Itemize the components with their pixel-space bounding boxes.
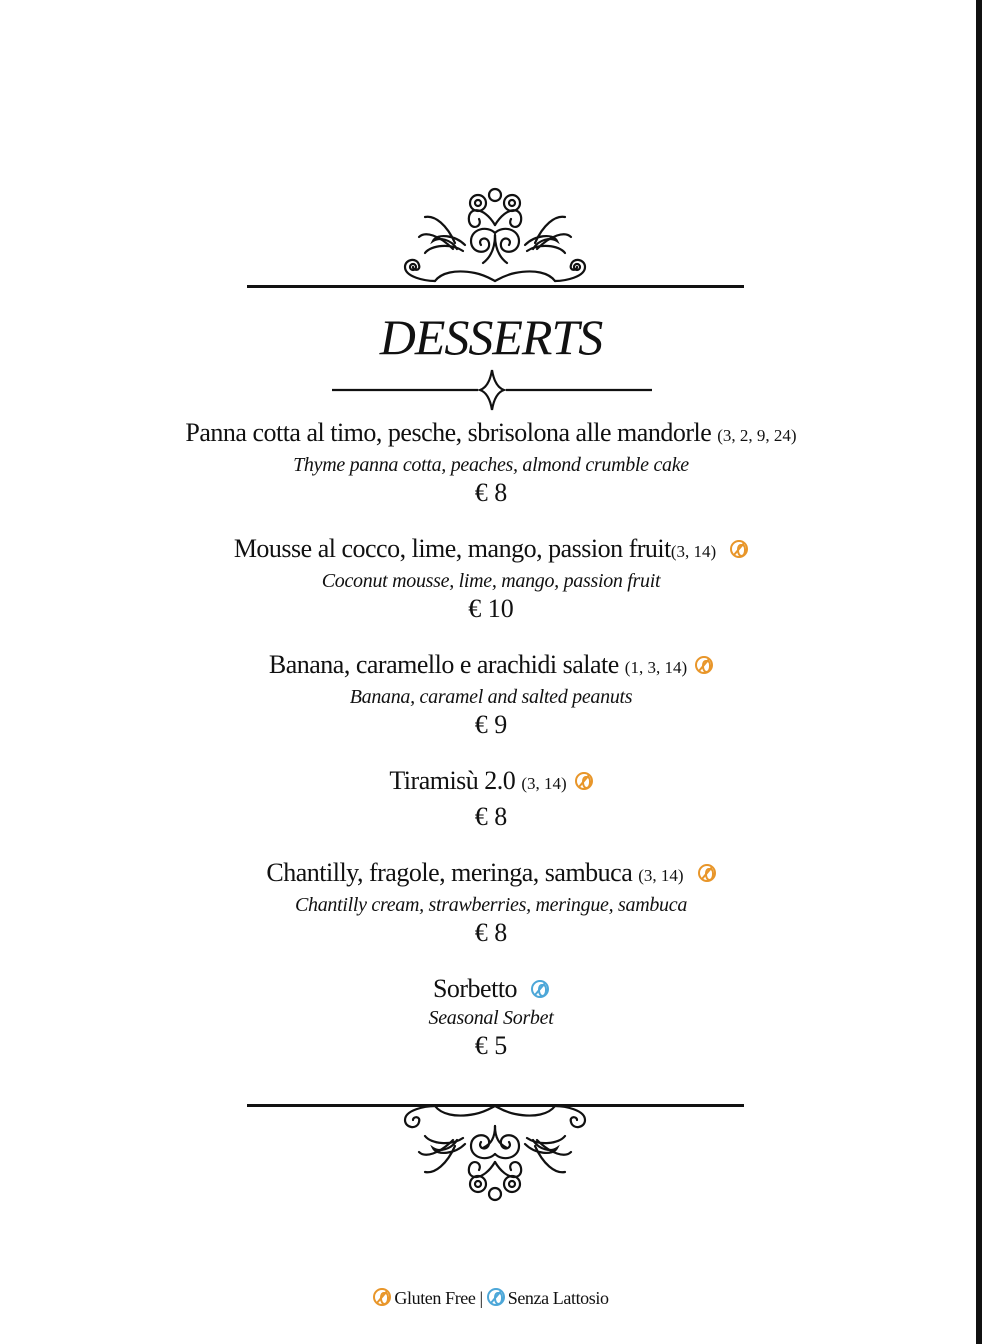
top-divider-rule <box>247 285 744 288</box>
item-name-line <box>0 972 982 1006</box>
item-name-line <box>0 648 982 685</box>
menu-item <box>0 648 982 741</box>
item-name: Banana, caramello e arachidi salate <box>268 650 619 679</box>
gluten-free-label: Gluten Free <box>394 1288 476 1308</box>
lactose-free-icon <box>487 1288 505 1306</box>
menu-item <box>0 416 982 509</box>
item-price: € 5 <box>474 1031 508 1060</box>
gluten-free-icon <box>730 540 748 558</box>
item-name: Chantilly, fragole, meringa, sambuca <box>266 858 633 887</box>
item-name: Mousse al cocco, lime, mango, passion fruit <box>233 534 671 563</box>
item-name-line <box>0 764 982 801</box>
item-name: Panna cotta al timo, pesche, sbrisolona alle mandorle <box>185 418 712 447</box>
item-allergens: (3, 14) <box>638 866 684 885</box>
lactose-free-label: Senza Lattosio <box>507 1288 609 1308</box>
top-scroll-ornament <box>395 185 595 285</box>
item-price: € 8 <box>474 478 508 507</box>
diamond-divider <box>330 368 654 412</box>
menu-item <box>0 972 982 1062</box>
lactose-free-icon <box>531 980 549 998</box>
item-price: € 9 <box>474 710 508 739</box>
legend-separator: | <box>479 1288 483 1308</box>
menu-item <box>0 532 982 625</box>
item-description: Banana, caramel and salted peanuts <box>349 686 633 708</box>
item-price: € 10 <box>468 594 514 623</box>
gluten-free-icon <box>575 772 593 790</box>
menu-title: DESSERTS <box>379 309 603 365</box>
item-description: Coconut mousse, lime, mango, passion fruit <box>321 570 661 592</box>
item-name-line <box>0 416 982 453</box>
item-allergens: (3, 2, 9, 24) <box>717 426 797 445</box>
item-allergens: (1, 3, 14) <box>624 658 688 677</box>
item-name-line <box>0 856 982 893</box>
item-name: Sorbetto <box>432 974 518 1003</box>
item-allergens: (3, 14) <box>521 774 567 793</box>
item-allergens: (3, 14) <box>670 542 717 561</box>
item-description: Seasonal Sorbet <box>428 1007 554 1029</box>
diet-legend <box>0 1286 982 1310</box>
menu-item <box>0 764 982 833</box>
gluten-free-icon <box>695 656 713 674</box>
item-description: Thyme panna cotta, peaches, almond crumble cake <box>293 454 689 476</box>
gluten-free-icon <box>698 864 716 882</box>
item-description: Chantilly cream, strawberries, meringue, sambuca <box>294 894 688 916</box>
dessert-list <box>0 416 982 1085</box>
item-name: Tiramisù 2.0 <box>389 766 516 795</box>
item-price: € 8 <box>474 802 508 831</box>
item-price: € 8 <box>474 918 508 947</box>
bottom-scroll-ornament <box>395 1104 595 1204</box>
menu-item <box>0 856 982 949</box>
item-name-line <box>0 532 982 569</box>
gluten-free-icon <box>373 1288 391 1306</box>
